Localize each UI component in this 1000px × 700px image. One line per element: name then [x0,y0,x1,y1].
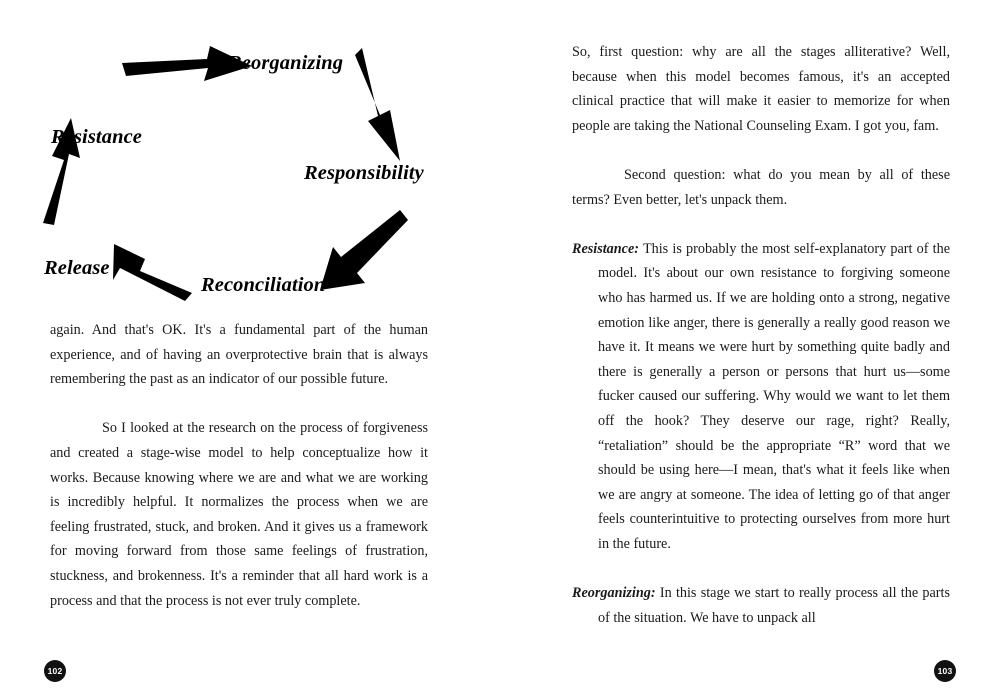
definition-reorganizing [572,581,950,630]
arrow-down-left-icon [320,210,408,290]
right-page [500,0,1000,700]
page-number-badge: 102 [44,660,66,682]
right-column-body [572,40,950,630]
left-column-body [50,318,428,613]
cycle-label-reorganizing: Reorganizing [228,52,344,74]
paragraph: Second question: what do you mean by all of these terms? Even better, let's unpack them. [572,166,950,208]
cycle-label-reconciliation: Reconciliation [201,274,326,296]
cycle-label-resistance: Resistance [51,126,142,148]
definition-term: Reorganizing: [572,585,656,602]
page-number-badge: 103 [934,660,956,682]
paragraph-spacer [572,556,950,581]
definition-text: This is probably the most self-explanatory part of the model. It's about our own resistance to forgiving someone who has harmed us. If we are holding onto a strong, negative emotion like anger, there is generally a really good reason we have it. It means we were hurt by something quite badly and there is generally a person or persons that hurt us—some fucker caused our suffering. Why would we want to let them off the hook? They deserve our rage, right? Really, “retaliation” should be the appropriate “R” word that we should be using here—I mean, that's what it feels like when we are angry at someone. The idea of letting go of that anger feels counterintuitive to protecting ourselves from more hurt in the future. [598,240,950,552]
paragraph: So I looked at the research on the process of forgiveness and created a stage-wise model to help conceptualize how it works. Because knowing where we are and what we are working is incredibly helpful. It normalizes the process when we are feeling frustrated, stuck, and broken. And it gives us a framework for moving forward from those same feelings of frustration, stuckness, and brokenness. It's a reminder that all hard work is a process and that the process is not ever truly complete. [50,420,428,609]
paragraph-spacer [572,212,950,237]
paragraph: So, first question: why are all the stages alliterative? Well, because when this model becomes famous, it's an accepted clinical practice that will make it easier to memorize for when people are taking the National Counseling Exam. I got you, fam. [572,44,950,134]
paragraph: again. And that's OK. It's a fundamental part of the human experience, and of having an overprotective brain that is always remembering the past as an indicator of our possible future. [50,322,428,388]
cycle-label-release: Release [44,257,110,279]
arrow-up-left-icon [113,244,192,301]
paragraph-spacer [572,138,950,163]
definition-resistance [572,237,950,557]
forgiveness-cycle-diagram [30,28,450,318]
paragraph-spacer [50,392,428,417]
arrow-down-right-icon [355,48,400,161]
definition-text: In this stage we start to really process all the parts of the situation. We have to unpack all [598,585,950,626]
definition-term: Resistance: [572,240,639,257]
cycle-label-responsibility: Responsibility [304,162,424,184]
